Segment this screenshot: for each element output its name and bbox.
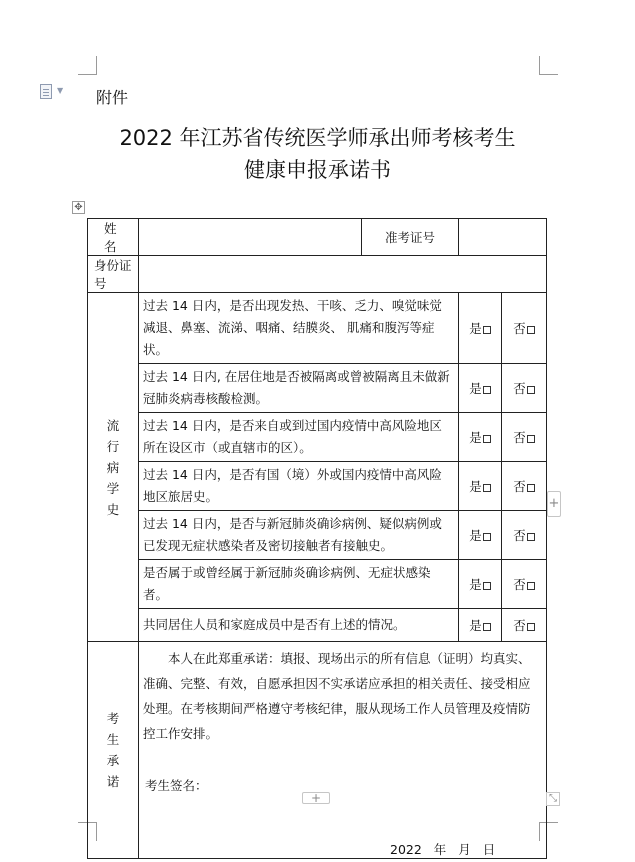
name-label: 姓 名 [88, 219, 139, 256]
checkbox-icon[interactable] [483, 582, 491, 590]
checkbox-icon[interactable] [483, 623, 491, 631]
yes-option[interactable]: 是 [459, 462, 502, 511]
yes-option[interactable]: 是 [459, 609, 502, 642]
question-row [88, 560, 547, 609]
plus-icon: + [310, 791, 322, 805]
question-row [88, 364, 547, 413]
id-number-field[interactable] [139, 256, 547, 293]
crop-mark-top-left [78, 56, 97, 75]
caret-down-icon[interactable]: ▼ [57, 86, 64, 95]
checkbox-icon[interactable] [483, 533, 491, 541]
document-icon[interactable] [40, 84, 52, 99]
signature-label: 考生签名： [145, 778, 208, 793]
no-option[interactable]: 否 [502, 560, 547, 609]
pledge-text: 本人在此郑重承诺：填报、现场出示的所有信息（证明）均真实、准确、完整、有效，自愿承担因不实承诺应承担的相关责任、接受相应处理。在考核期间严格遵守考核纪律，服从现场工作人员管理及疫情防控工作安排。 [143, 651, 531, 741]
name-field[interactable] [139, 219, 362, 256]
id-row [88, 256, 547, 293]
attachment-label: 附件 [96, 88, 129, 107]
exam-number-label: 准考证号 [362, 219, 459, 256]
checkbox-icon[interactable] [483, 386, 491, 394]
name-row [88, 219, 547, 256]
question-text: 过去 14 日内，是否出现发热、干咳、乏力、嗅觉味觉减退、鼻塞、流涕、咽痛、结膜炎、 肌痛和腹泻等症状。 [139, 293, 459, 364]
question-row [88, 462, 547, 511]
pledge-row [88, 642, 547, 859]
checkbox-icon[interactable] [527, 435, 535, 443]
checkbox-icon[interactable] [527, 484, 535, 492]
plus-icon: + [548, 496, 560, 511]
question-text: 过去 14 日内, 在居住地是否被隔离或曾被隔离且未做新冠肺炎病毒核酸检测。 [139, 364, 459, 413]
checkbox-icon[interactable] [483, 484, 491, 492]
checkbox-icon[interactable] [527, 386, 535, 394]
question-text: 过去 14 日内，是否与新冠肺炎确诊病例、疑似病例或已发现无症状感染者及密切接触者有接触史。 [139, 511, 459, 560]
exam-number-field[interactable] [459, 219, 547, 256]
yes-option[interactable]: 是 [459, 413, 502, 462]
crop-mark-top-right [539, 56, 558, 75]
question-row [88, 511, 547, 560]
no-option[interactable]: 否 [502, 511, 547, 560]
yes-option[interactable]: 是 [459, 364, 502, 413]
question-text: 过去 14 日内，是否来自或到过国内疫情中高风险地区所在设区市（或直辖市的区）。 [139, 413, 459, 462]
checkbox-icon[interactable] [527, 623, 535, 631]
signature-date: 2022 年 月 日 [390, 842, 496, 857]
add-row-button[interactable] [547, 491, 561, 517]
question-text: 是否属于或曾经属于新冠肺炎确诊病例、无症状感染者。 [139, 560, 459, 609]
no-option[interactable]: 否 [502, 413, 547, 462]
id-number-label: 身份证号 [88, 256, 139, 293]
page-title-line2: 健康申报承诺书 [244, 158, 391, 182]
question-row [88, 293, 547, 364]
yes-option[interactable]: 是 [459, 560, 502, 609]
question-row [88, 609, 547, 642]
epidemiological-history-label: 流 行 病 学 史 [88, 293, 139, 642]
checkbox-icon[interactable] [527, 582, 535, 590]
resize-icon[interactable]: ⤡ [546, 792, 560, 806]
checkbox-icon[interactable] [527, 326, 535, 334]
page-title-line1: 2022 年江苏省传统医学师承出师考核考生 [119, 126, 516, 150]
checkbox-icon[interactable] [483, 326, 491, 334]
question-text: 共同居住人员和家庭成员中是否有上述的情况。 [139, 609, 459, 642]
pledge-cell[interactable] [139, 642, 547, 859]
no-option[interactable]: 否 [502, 293, 547, 364]
yes-option[interactable]: 是 [459, 293, 502, 364]
pledge-label: 考 生 承 诺 [88, 642, 139, 859]
add-column-button[interactable] [302, 792, 330, 804]
no-option[interactable]: 否 [502, 462, 547, 511]
checkbox-icon[interactable] [527, 533, 535, 541]
no-option[interactable]: 否 [502, 609, 547, 642]
checkbox-icon[interactable] [483, 435, 491, 443]
question-row [88, 413, 547, 462]
move-icon[interactable]: ✥ [72, 201, 85, 214]
no-option[interactable]: 否 [502, 364, 547, 413]
health-declaration-table [87, 218, 547, 859]
yes-option[interactable]: 是 [459, 511, 502, 560]
question-text: 过去 14 日内，是否有国（境）外或国内疫情中高风险地区旅居史。 [139, 462, 459, 511]
